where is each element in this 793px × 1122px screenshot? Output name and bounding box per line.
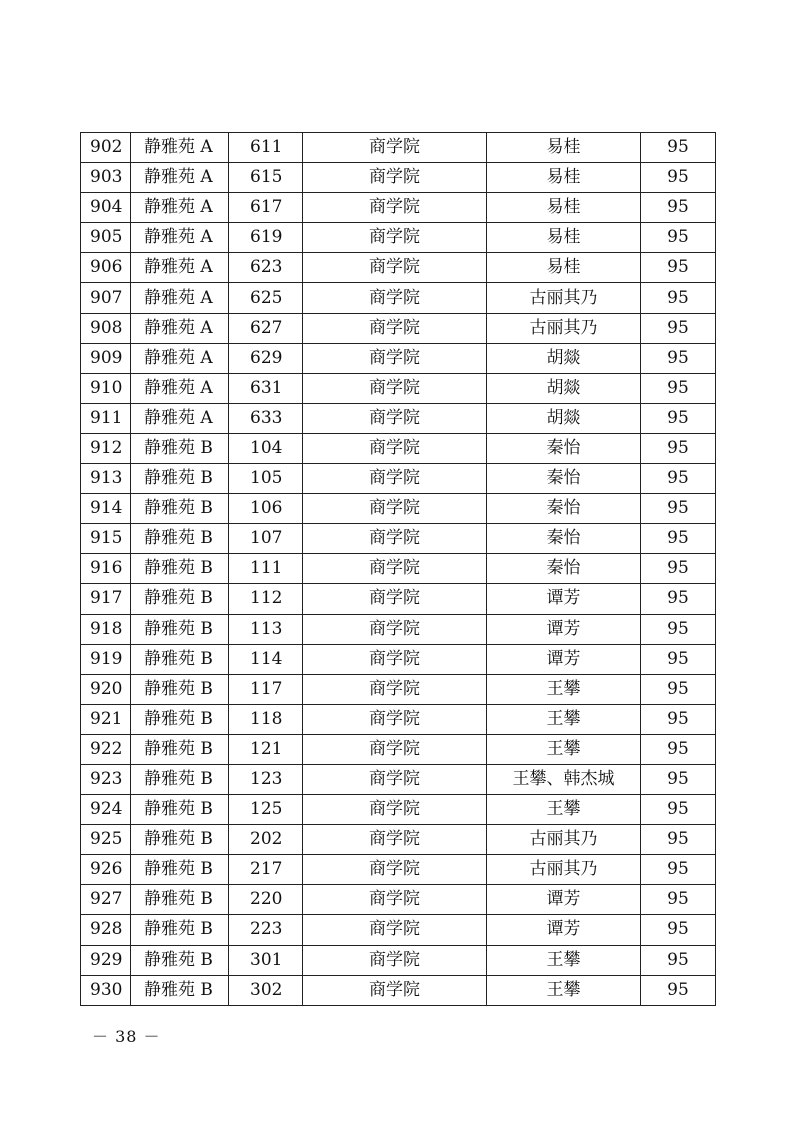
cell-room: 106	[229, 494, 303, 524]
cell-number: 918	[81, 614, 131, 644]
cell-college: 商学院	[303, 223, 487, 253]
cell-score: 95	[641, 163, 716, 193]
cell-number: 912	[81, 433, 131, 463]
cell-score: 95	[641, 464, 716, 494]
table-row	[81, 915, 716, 945]
cell-building: 静雅苑 A	[131, 163, 229, 193]
cell-number: 919	[81, 644, 131, 674]
cell-score: 95	[641, 855, 716, 885]
cell-number: 917	[81, 584, 131, 614]
cell-room: 123	[229, 764, 303, 794]
cell-building: 静雅苑 B	[131, 795, 229, 825]
cell-counselor: 秦怡	[487, 554, 641, 584]
cell-college: 商学院	[303, 945, 487, 975]
cell-score: 95	[641, 373, 716, 403]
cell-number: 914	[81, 494, 131, 524]
cell-score: 95	[641, 283, 716, 313]
cell-counselor: 王攀	[487, 975, 641, 1005]
cell-counselor: 王攀	[487, 795, 641, 825]
cell-room: 631	[229, 373, 303, 403]
cell-counselor: 古丽其乃	[487, 313, 641, 343]
cell-number: 903	[81, 163, 131, 193]
cell-building: 静雅苑 B	[131, 945, 229, 975]
cell-college: 商学院	[303, 524, 487, 554]
cell-score: 95	[641, 343, 716, 373]
cell-number: 908	[81, 313, 131, 343]
cell-score: 95	[641, 704, 716, 734]
table-row	[81, 494, 716, 524]
cell-building: 静雅苑 B	[131, 524, 229, 554]
cell-room: 220	[229, 885, 303, 915]
cell-room: 611	[229, 133, 303, 163]
cell-counselor: 易桂	[487, 133, 641, 163]
cell-score: 95	[641, 133, 716, 163]
cell-counselor: 胡燚	[487, 403, 641, 433]
cell-college: 商学院	[303, 704, 487, 734]
cell-building: 静雅苑 B	[131, 915, 229, 945]
table-row	[81, 464, 716, 494]
cell-building: 静雅苑 B	[131, 855, 229, 885]
cell-counselor: 古丽其乃	[487, 283, 641, 313]
cell-counselor: 王攀、韩杰城	[487, 764, 641, 794]
cell-counselor: 谭芳	[487, 644, 641, 674]
table-row	[81, 554, 716, 584]
cell-building: 静雅苑 A	[131, 253, 229, 283]
cell-number: 930	[81, 975, 131, 1005]
cell-number: 925	[81, 825, 131, 855]
cell-number: 909	[81, 343, 131, 373]
cell-score: 95	[641, 734, 716, 764]
table-body	[81, 133, 716, 1006]
cell-college: 商学院	[303, 915, 487, 945]
cell-building: 静雅苑 B	[131, 464, 229, 494]
cell-number: 915	[81, 524, 131, 554]
cell-number: 905	[81, 223, 131, 253]
cell-building: 静雅苑 B	[131, 644, 229, 674]
cell-counselor: 谭芳	[487, 915, 641, 945]
cell-college: 商学院	[303, 163, 487, 193]
cell-score: 95	[641, 524, 716, 554]
cell-room: 627	[229, 313, 303, 343]
cell-college: 商学院	[303, 975, 487, 1005]
cell-building: 静雅苑 B	[131, 674, 229, 704]
cell-building: 静雅苑 A	[131, 403, 229, 433]
cell-college: 商学院	[303, 403, 487, 433]
table-row	[81, 524, 716, 554]
cell-building: 静雅苑 B	[131, 825, 229, 855]
cell-number: 928	[81, 915, 131, 945]
cell-number: 923	[81, 764, 131, 794]
cell-counselor: 秦怡	[487, 524, 641, 554]
cell-college: 商学院	[303, 644, 487, 674]
cell-building: 静雅苑 A	[131, 283, 229, 313]
cell-room: 615	[229, 163, 303, 193]
cell-score: 95	[641, 795, 716, 825]
cell-number: 927	[81, 885, 131, 915]
cell-counselor: 古丽其乃	[487, 855, 641, 885]
cell-room: 125	[229, 795, 303, 825]
cell-score: 95	[641, 975, 716, 1005]
cell-room: 105	[229, 464, 303, 494]
table-row	[81, 253, 716, 283]
cell-building: 静雅苑 A	[131, 373, 229, 403]
cell-building: 静雅苑 A	[131, 343, 229, 373]
cell-college: 商学院	[303, 343, 487, 373]
table-row	[81, 193, 716, 223]
cell-number: 904	[81, 193, 131, 223]
cell-college: 商学院	[303, 433, 487, 463]
table-row	[81, 373, 716, 403]
cell-score: 95	[641, 825, 716, 855]
cell-score: 95	[641, 764, 716, 794]
cell-number: 922	[81, 734, 131, 764]
table-row	[81, 584, 716, 614]
cell-building: 静雅苑 B	[131, 764, 229, 794]
cell-score: 95	[641, 674, 716, 704]
cell-counselor: 易桂	[487, 163, 641, 193]
cell-room: 302	[229, 975, 303, 1005]
cell-room: 633	[229, 403, 303, 433]
cell-counselor: 胡燚	[487, 343, 641, 373]
cell-counselor: 谭芳	[487, 885, 641, 915]
cell-college: 商学院	[303, 674, 487, 704]
cell-score: 95	[641, 223, 716, 253]
table-row	[81, 885, 716, 915]
cell-college: 商学院	[303, 614, 487, 644]
cell-counselor: 谭芳	[487, 614, 641, 644]
cell-counselor: 胡燚	[487, 373, 641, 403]
cell-building: 静雅苑 A	[131, 313, 229, 343]
cell-college: 商学院	[303, 764, 487, 794]
cell-college: 商学院	[303, 133, 487, 163]
table-row	[81, 795, 716, 825]
cell-college: 商学院	[303, 373, 487, 403]
cell-building: 静雅苑 A	[131, 223, 229, 253]
cell-room: 107	[229, 524, 303, 554]
cell-college: 商学院	[303, 885, 487, 915]
cell-room: 623	[229, 253, 303, 283]
cell-building: 静雅苑 B	[131, 614, 229, 644]
cell-number: 907	[81, 283, 131, 313]
cell-score: 95	[641, 313, 716, 343]
dormitory-table-wrapper	[80, 132, 715, 1006]
cell-score: 95	[641, 885, 716, 915]
cell-building: 静雅苑 A	[131, 193, 229, 223]
cell-building: 静雅苑 B	[131, 885, 229, 915]
cell-room: 111	[229, 554, 303, 584]
cell-counselor: 谭芳	[487, 584, 641, 614]
cell-number: 924	[81, 795, 131, 825]
cell-number: 920	[81, 674, 131, 704]
table-row	[81, 283, 716, 313]
cell-score: 95	[641, 403, 716, 433]
table-row	[81, 644, 716, 674]
table-row	[81, 403, 716, 433]
cell-counselor: 易桂	[487, 223, 641, 253]
cell-number: 911	[81, 403, 131, 433]
table-row	[81, 313, 716, 343]
table-row	[81, 433, 716, 463]
cell-college: 商学院	[303, 193, 487, 223]
cell-room: 118	[229, 704, 303, 734]
cell-building: 静雅苑 B	[131, 704, 229, 734]
cell-room: 117	[229, 674, 303, 704]
table-row	[81, 855, 716, 885]
cell-college: 商学院	[303, 734, 487, 764]
cell-counselor: 王攀	[487, 945, 641, 975]
cell-building: 静雅苑 B	[131, 494, 229, 524]
cell-college: 商学院	[303, 494, 487, 524]
cell-counselor: 秦怡	[487, 494, 641, 524]
table-row	[81, 133, 716, 163]
table-row	[81, 975, 716, 1005]
table-row	[81, 825, 716, 855]
cell-building: 静雅苑 A	[131, 133, 229, 163]
cell-room: 217	[229, 855, 303, 885]
cell-room: 104	[229, 433, 303, 463]
cell-score: 95	[641, 494, 716, 524]
cell-college: 商学院	[303, 283, 487, 313]
dormitory-table	[80, 132, 716, 1006]
cell-college: 商学院	[303, 554, 487, 584]
cell-room: 617	[229, 193, 303, 223]
table-row	[81, 163, 716, 193]
table-row	[81, 614, 716, 644]
cell-building: 静雅苑 B	[131, 734, 229, 764]
cell-building: 静雅苑 B	[131, 433, 229, 463]
cell-room: 625	[229, 283, 303, 313]
table-row	[81, 764, 716, 794]
table-row	[81, 343, 716, 373]
cell-room: 301	[229, 945, 303, 975]
cell-room: 112	[229, 584, 303, 614]
table-row	[81, 704, 716, 734]
cell-score: 95	[641, 253, 716, 283]
page-number: － 38 －	[92, 1027, 161, 1046]
cell-number: 910	[81, 373, 131, 403]
cell-number: 921	[81, 704, 131, 734]
cell-college: 商学院	[303, 855, 487, 885]
cell-college: 商学院	[303, 464, 487, 494]
cell-room: 629	[229, 343, 303, 373]
cell-number: 929	[81, 945, 131, 975]
cell-room: 619	[229, 223, 303, 253]
cell-score: 95	[641, 193, 716, 223]
cell-room: 121	[229, 734, 303, 764]
cell-number: 913	[81, 464, 131, 494]
cell-counselor: 王攀	[487, 674, 641, 704]
cell-building: 静雅苑 B	[131, 554, 229, 584]
cell-college: 商学院	[303, 825, 487, 855]
cell-score: 95	[641, 915, 716, 945]
cell-room: 223	[229, 915, 303, 945]
cell-score: 95	[641, 945, 716, 975]
cell-number: 902	[81, 133, 131, 163]
table-row	[81, 223, 716, 253]
cell-college: 商学院	[303, 253, 487, 283]
cell-college: 商学院	[303, 584, 487, 614]
cell-score: 95	[641, 554, 716, 584]
cell-college: 商学院	[303, 795, 487, 825]
cell-number: 906	[81, 253, 131, 283]
cell-counselor: 古丽其乃	[487, 825, 641, 855]
cell-building: 静雅苑 B	[131, 584, 229, 614]
cell-number: 926	[81, 855, 131, 885]
cell-counselor: 秦怡	[487, 433, 641, 463]
cell-building: 静雅苑 B	[131, 975, 229, 1005]
table-row	[81, 945, 716, 975]
cell-room: 114	[229, 644, 303, 674]
cell-score: 95	[641, 614, 716, 644]
cell-counselor: 易桂	[487, 253, 641, 283]
cell-score: 95	[641, 644, 716, 674]
table-row	[81, 674, 716, 704]
cell-counselor: 秦怡	[487, 464, 641, 494]
cell-counselor: 王攀	[487, 734, 641, 764]
cell-counselor: 王攀	[487, 704, 641, 734]
cell-room: 202	[229, 825, 303, 855]
table-row	[81, 734, 716, 764]
cell-room: 113	[229, 614, 303, 644]
cell-score: 95	[641, 433, 716, 463]
cell-college: 商学院	[303, 313, 487, 343]
cell-counselor: 易桂	[487, 193, 641, 223]
cell-number: 916	[81, 554, 131, 584]
cell-score: 95	[641, 584, 716, 614]
